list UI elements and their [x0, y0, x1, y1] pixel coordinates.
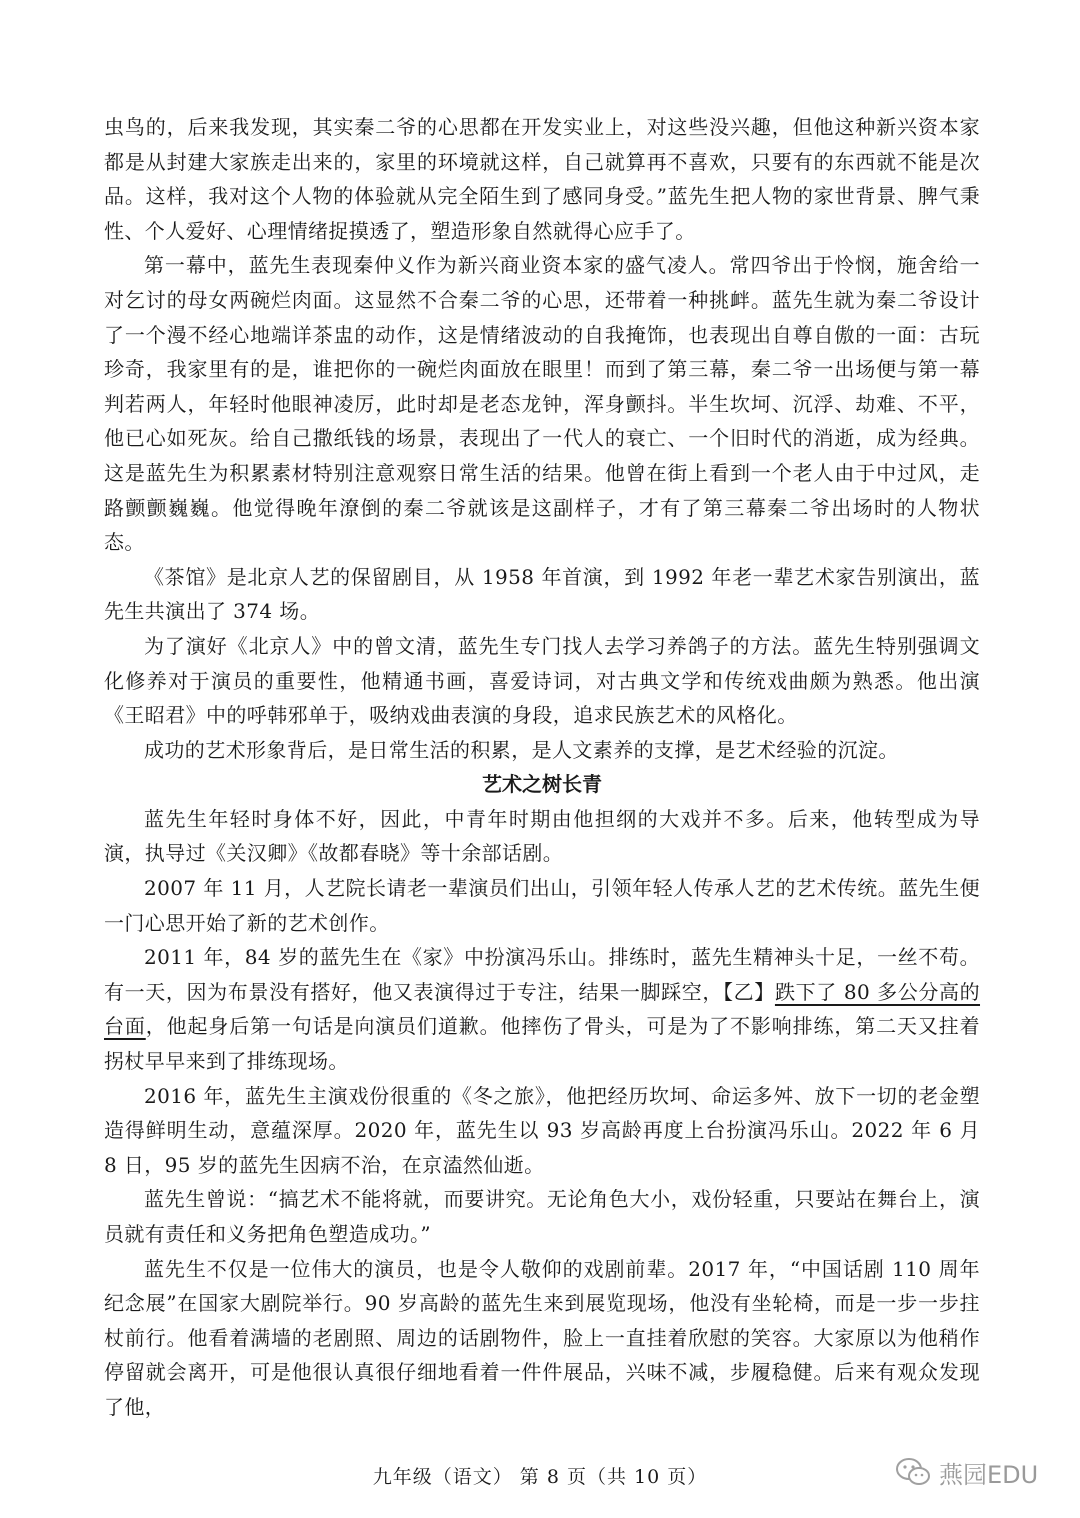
paragraph: 成功的艺术形象背后，是日常生活的积累，是人文素养的支撑，是艺术经验的沉淀。 [144, 737, 899, 762]
paragraph: 蓝先生曾说：“搞艺术不能将就，而要讲究。无论角色大小，戏份轻重，只要站在舞台上，演员就有责任和义务把角色塑造成功。” [104, 1187, 980, 1246]
paragraph-text: ，他起身后第一句话是向演员们道歉。他摔伤了骨头，可是为了不影响排练，第二天又拄着拐杖早早来到了排练现场。 [104, 1014, 981, 1074]
paragraph: 蓝先生不仅是一位伟大的演员，也是令人敬仰的戏剧前辈。2017 年，“中国话剧 110 周年纪念展”在国家大剧院举行。90 岁高龄的蓝先生来到展览现场，他没有坐轮椅，而是一步一步拄杖前行。他看着满墙的老剧照、周边的话剧物件，脸上一直挂着欣慰的笑容。大家原以为他稍作停留就会离开，可是他很认真很仔细地看着一件件展品，兴味不减，步履稳健。后来有观众发现了他， [104, 1256, 980, 1419]
paragraph: 为了演好《北京人》中的曾文清，蓝先生专门找人去学习养鸽子的方法。蓝先生特别强调文化修养对于演员的重要性，他精通书画，喜爱诗词，对古典文学和传统戏曲颇为熟悉。他出演《王昭君》中的呼韩邪单于，吸纳戏曲表演的身段，追求民族艺术的风格化。 [104, 633, 980, 728]
section-heading: 艺术之树长青 [482, 772, 602, 797]
paragraph-text: 2011 年，84 岁的蓝先生在《家》中扮演冯乐山。排练时，蓝先生精神头十足，一丝不苟。有一天，因为布景没有搭好，他又表演得过于专注，结果一脚踩空， [104, 945, 980, 1004]
watermark [895, 1452, 1038, 1492]
paragraph-continuation: 虫鸟的，后来我发现，其实秦二爷的心思都在开发实业上，对这些没兴趣，但他这种新兴资本家都是从封建大家族走出来的，家里的环境就这样，自己就算再不喜欢，只要有的东西就不能是次品。这样，我对这个人物的体验就从完全陌生到了感同身受。”蓝先生把人物的家世背景、脾气秉性、个人爱好、心理情绪捉摸透了，塑造形象自然就得心应手了。 [104, 115, 980, 243]
page-footer: 九年级（语文） 第 8 页（共 10 页） [372, 1466, 708, 1488]
question-marker: 【乙】 [723, 979, 775, 1004]
paragraph: 蓝先生年轻时身体不好，因此，中青年时期由他担纲的大戏并不多。后来，他转型成为导演，执导过《关汉卿》《故都春晓》等十余部话剧。 [104, 806, 980, 866]
paragraph: 2016 年，蓝先生主演戏份很重的《冬之旅》，他把经历坎坷、命运多舛、放下一切的老金塑造得鲜明生动，意蕴深厚。2020 年，蓝先生以 93 岁高龄再度上台扮演冯乐山。2022 年 6 月 8 日，95 岁的蓝先生因病不治，在京溘然仙逝。 [104, 1083, 980, 1177]
wechat-icon [895, 1457, 931, 1487]
paragraph: 第一幕中，蓝先生表现秦仲义作为新兴商业资本家的盛气凌人。常四爷出于怜悯，施舍给一对乞讨的母女两碗烂肉面。这显然不合秦二爷的心思，还带着一种挑衅。蓝先生就为秦二爷设计了一个漫不经心地端详茶盅的动作，这是情绪波动的自我掩饰，也表现出自尊自傲的一面：古玩珍奇，我家里有的是，谁把你的一碗烂肉面放在眼里！而到了第三幕，秦二爷一出场便与第一幕判若两人，年轻时他眼神凌厉，此时却是老态龙钟，浑身颤抖。半生坎坷、沉浮、劫难、不平，他已心如死灰。给自己撒纸钱的场景，表现出了一代人的衰亡、一个旧时代的消逝，成为经典。这是蓝先生为积累素材特别注意观察日常生活的结果。他曾在街上看到一个老人由于中过风，走路颤颤巍巍。他觉得晚年潦倒的秦二爷就该是这副样子，才有了第三幕秦二爷出场时的人物状态。 [104, 253, 980, 555]
paragraph-with-marker [104, 940, 980, 1078]
paragraph: 2007 年 11 月，人艺院长请老一辈演员们出山，引领年轻人传承人艺的艺术传统。蓝先生便一门心思开始了新的艺术创作。 [104, 876, 980, 935]
paragraph: 《茶馆》是北京人艺的保留剧目，从 1958 年首演，到 1992 年老一辈艺术家告别演出，蓝先生共演出了 374 场。 [104, 564, 980, 624]
watermark-text: 燕园EDU [939, 1460, 1039, 1489]
article-body [104, 110, 980, 1425]
underlined-sentence: 跌下了 80 多公分高的台面 [104, 979, 981, 1039]
